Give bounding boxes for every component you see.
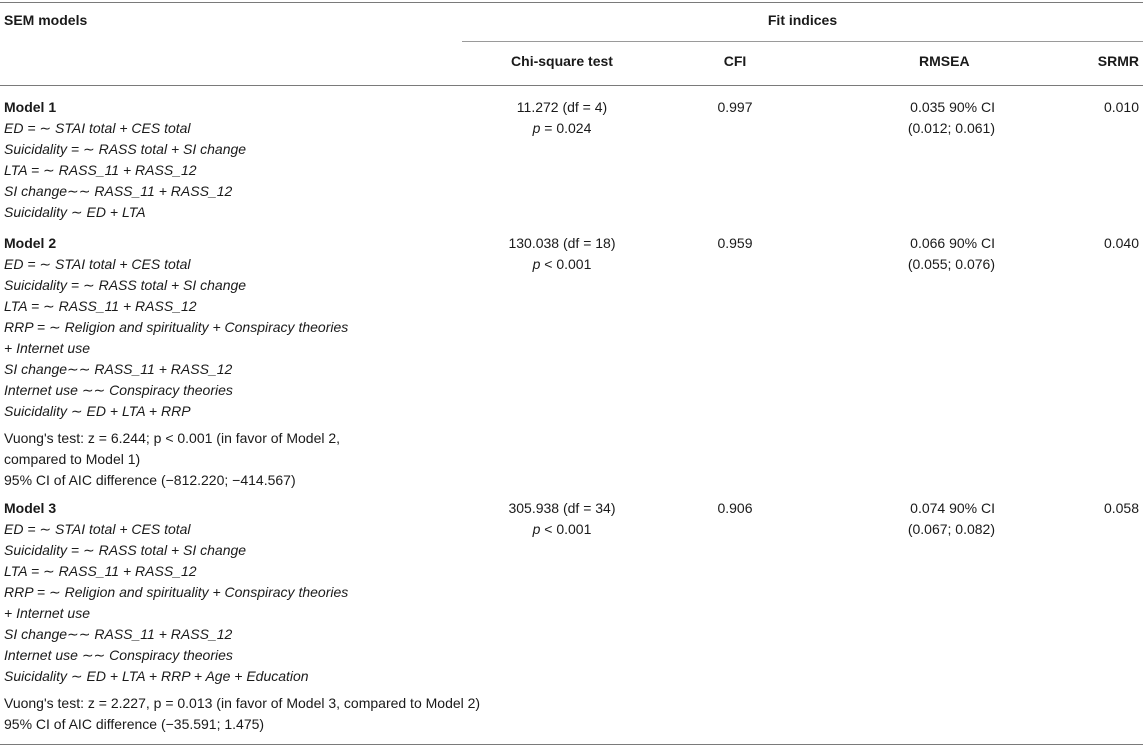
p-label: p bbox=[532, 521, 541, 537]
chi-square-p bbox=[462, 254, 662, 275]
model-equation: Suicidality = ∼ RASS total + SI change bbox=[4, 141, 247, 157]
model-comparison-note: Vuong's test: z = 6.244; p < 0.001 (in favor of Model 2, bbox=[4, 430, 341, 446]
model-equation: LTA = ∼ RASS_11 + RASS_12 bbox=[4, 563, 197, 579]
cfi-value: 0.906 bbox=[717, 500, 753, 516]
model-equation: + Internet use bbox=[4, 340, 91, 356]
srmr-value: 0.058 bbox=[1103, 500, 1139, 516]
model-equation: Suicidality = ∼ RASS total + SI change bbox=[4, 542, 247, 558]
table-top-rule bbox=[0, 2, 1143, 3]
model-1-description bbox=[4, 97, 246, 223]
p-label: p bbox=[532, 256, 541, 272]
model-equation: Suicidality = ∼ RASS total + SI change bbox=[4, 277, 247, 293]
p-label: p bbox=[532, 120, 541, 136]
rmsea-estimate: 0.074 90% CI bbox=[910, 500, 995, 516]
cfi-value: 0.997 bbox=[717, 99, 753, 115]
rmsea-value bbox=[908, 97, 995, 139]
model-comparison-note: 95% CI of AIC difference (−35.591; 1.475) bbox=[4, 716, 265, 732]
model-title: Model 1 bbox=[4, 99, 57, 115]
model-equation: ED = ∼ STAI total + CES total bbox=[4, 120, 191, 136]
rmsea-estimate: 0.066 90% CI bbox=[910, 235, 995, 251]
model-comparison-note: Vuong's test: z = 2.227, p = 0.013 (in favor of Model 3, compared to Model 2) bbox=[4, 695, 481, 711]
model-equation: Suicidality ∼ ED + LTA + RRP bbox=[4, 403, 191, 419]
model-equation: SI change∼∼ RASS_11 + RASS_12 bbox=[4, 626, 233, 642]
srmr-value: 0.040 bbox=[1103, 235, 1139, 251]
rmsea-ci: (0.067; 0.082) bbox=[907, 521, 995, 537]
model-comparison-note: compared to Model 1) bbox=[4, 451, 141, 467]
header-rmsea: RMSEA bbox=[919, 53, 970, 69]
header-fit-indices: Fit indices bbox=[767, 12, 838, 28]
model-3-description bbox=[4, 498, 480, 735]
chi-square-statistic: 11.272 (df = 4) bbox=[516, 99, 608, 115]
model-equation: RRP = ∼ Religion and spirituality + Conspiracy theories bbox=[4, 584, 349, 600]
chi-square-value bbox=[462, 233, 662, 275]
model-title: Model 3 bbox=[4, 500, 57, 516]
header-cfi: CFI bbox=[723, 53, 747, 69]
rmsea-value bbox=[908, 498, 995, 540]
header-sem-models: SEM models bbox=[4, 12, 88, 28]
chi-square-statistic: 305.938 (df = 34) bbox=[508, 500, 616, 516]
model-equation: ED = ∼ STAI total + CES total bbox=[4, 521, 191, 537]
cfi-value: 0.959 bbox=[717, 235, 753, 251]
model-2-description bbox=[4, 233, 348, 491]
chi-square-p bbox=[462, 118, 662, 139]
fit-indices-span-rule bbox=[462, 41, 1143, 42]
chi-square-value bbox=[462, 97, 662, 139]
model-title: Model 2 bbox=[4, 235, 57, 251]
model-equation: SI change∼∼ RASS_11 + RASS_12 bbox=[4, 183, 233, 199]
rmsea-ci: (0.012; 0.061) bbox=[907, 120, 995, 136]
model-equation: Internet use ∼∼ Conspiracy theories bbox=[4, 382, 233, 398]
srmr-value: 0.010 bbox=[1103, 99, 1139, 115]
chi-square-statistic: 130.038 (df = 18) bbox=[508, 235, 616, 251]
p-value: = 0.024 bbox=[540, 120, 592, 136]
model-equation: LTA = ∼ RASS_11 + RASS_12 bbox=[4, 162, 197, 178]
model-equation: Internet use ∼∼ Conspiracy theories bbox=[4, 647, 233, 663]
p-value: < 0.001 bbox=[540, 521, 592, 537]
rmsea-value bbox=[908, 233, 995, 275]
header-chi-square: Chi-square test bbox=[511, 53, 613, 69]
rmsea-ci: (0.055; 0.076) bbox=[907, 256, 995, 272]
header-bottom-rule bbox=[0, 85, 1143, 86]
model-equation: RRP = ∼ Religion and spirituality + Conspiracy theories bbox=[4, 319, 349, 335]
rmsea-estimate: 0.035 90% CI bbox=[910, 99, 995, 115]
header-srmr: SRMR bbox=[1097, 53, 1139, 69]
model-equation: ED = ∼ STAI total + CES total bbox=[4, 256, 191, 272]
p-value: < 0.001 bbox=[540, 256, 592, 272]
chi-square-value bbox=[462, 498, 662, 540]
model-equation: + Internet use bbox=[4, 605, 91, 621]
model-equation: Suicidality ∼ ED + LTA + RRP + Age + Education bbox=[4, 668, 309, 684]
model-comparison-note: 95% CI of AIC difference (−812.220; −414.567) bbox=[4, 472, 296, 488]
model-equation: LTA = ∼ RASS_11 + RASS_12 bbox=[4, 298, 197, 314]
chi-square-p bbox=[462, 519, 662, 540]
model-equation: SI change∼∼ RASS_11 + RASS_12 bbox=[4, 361, 233, 377]
table-bottom-rule bbox=[0, 744, 1143, 745]
model-equation: Suicidality ∼ ED + LTA bbox=[4, 204, 146, 220]
